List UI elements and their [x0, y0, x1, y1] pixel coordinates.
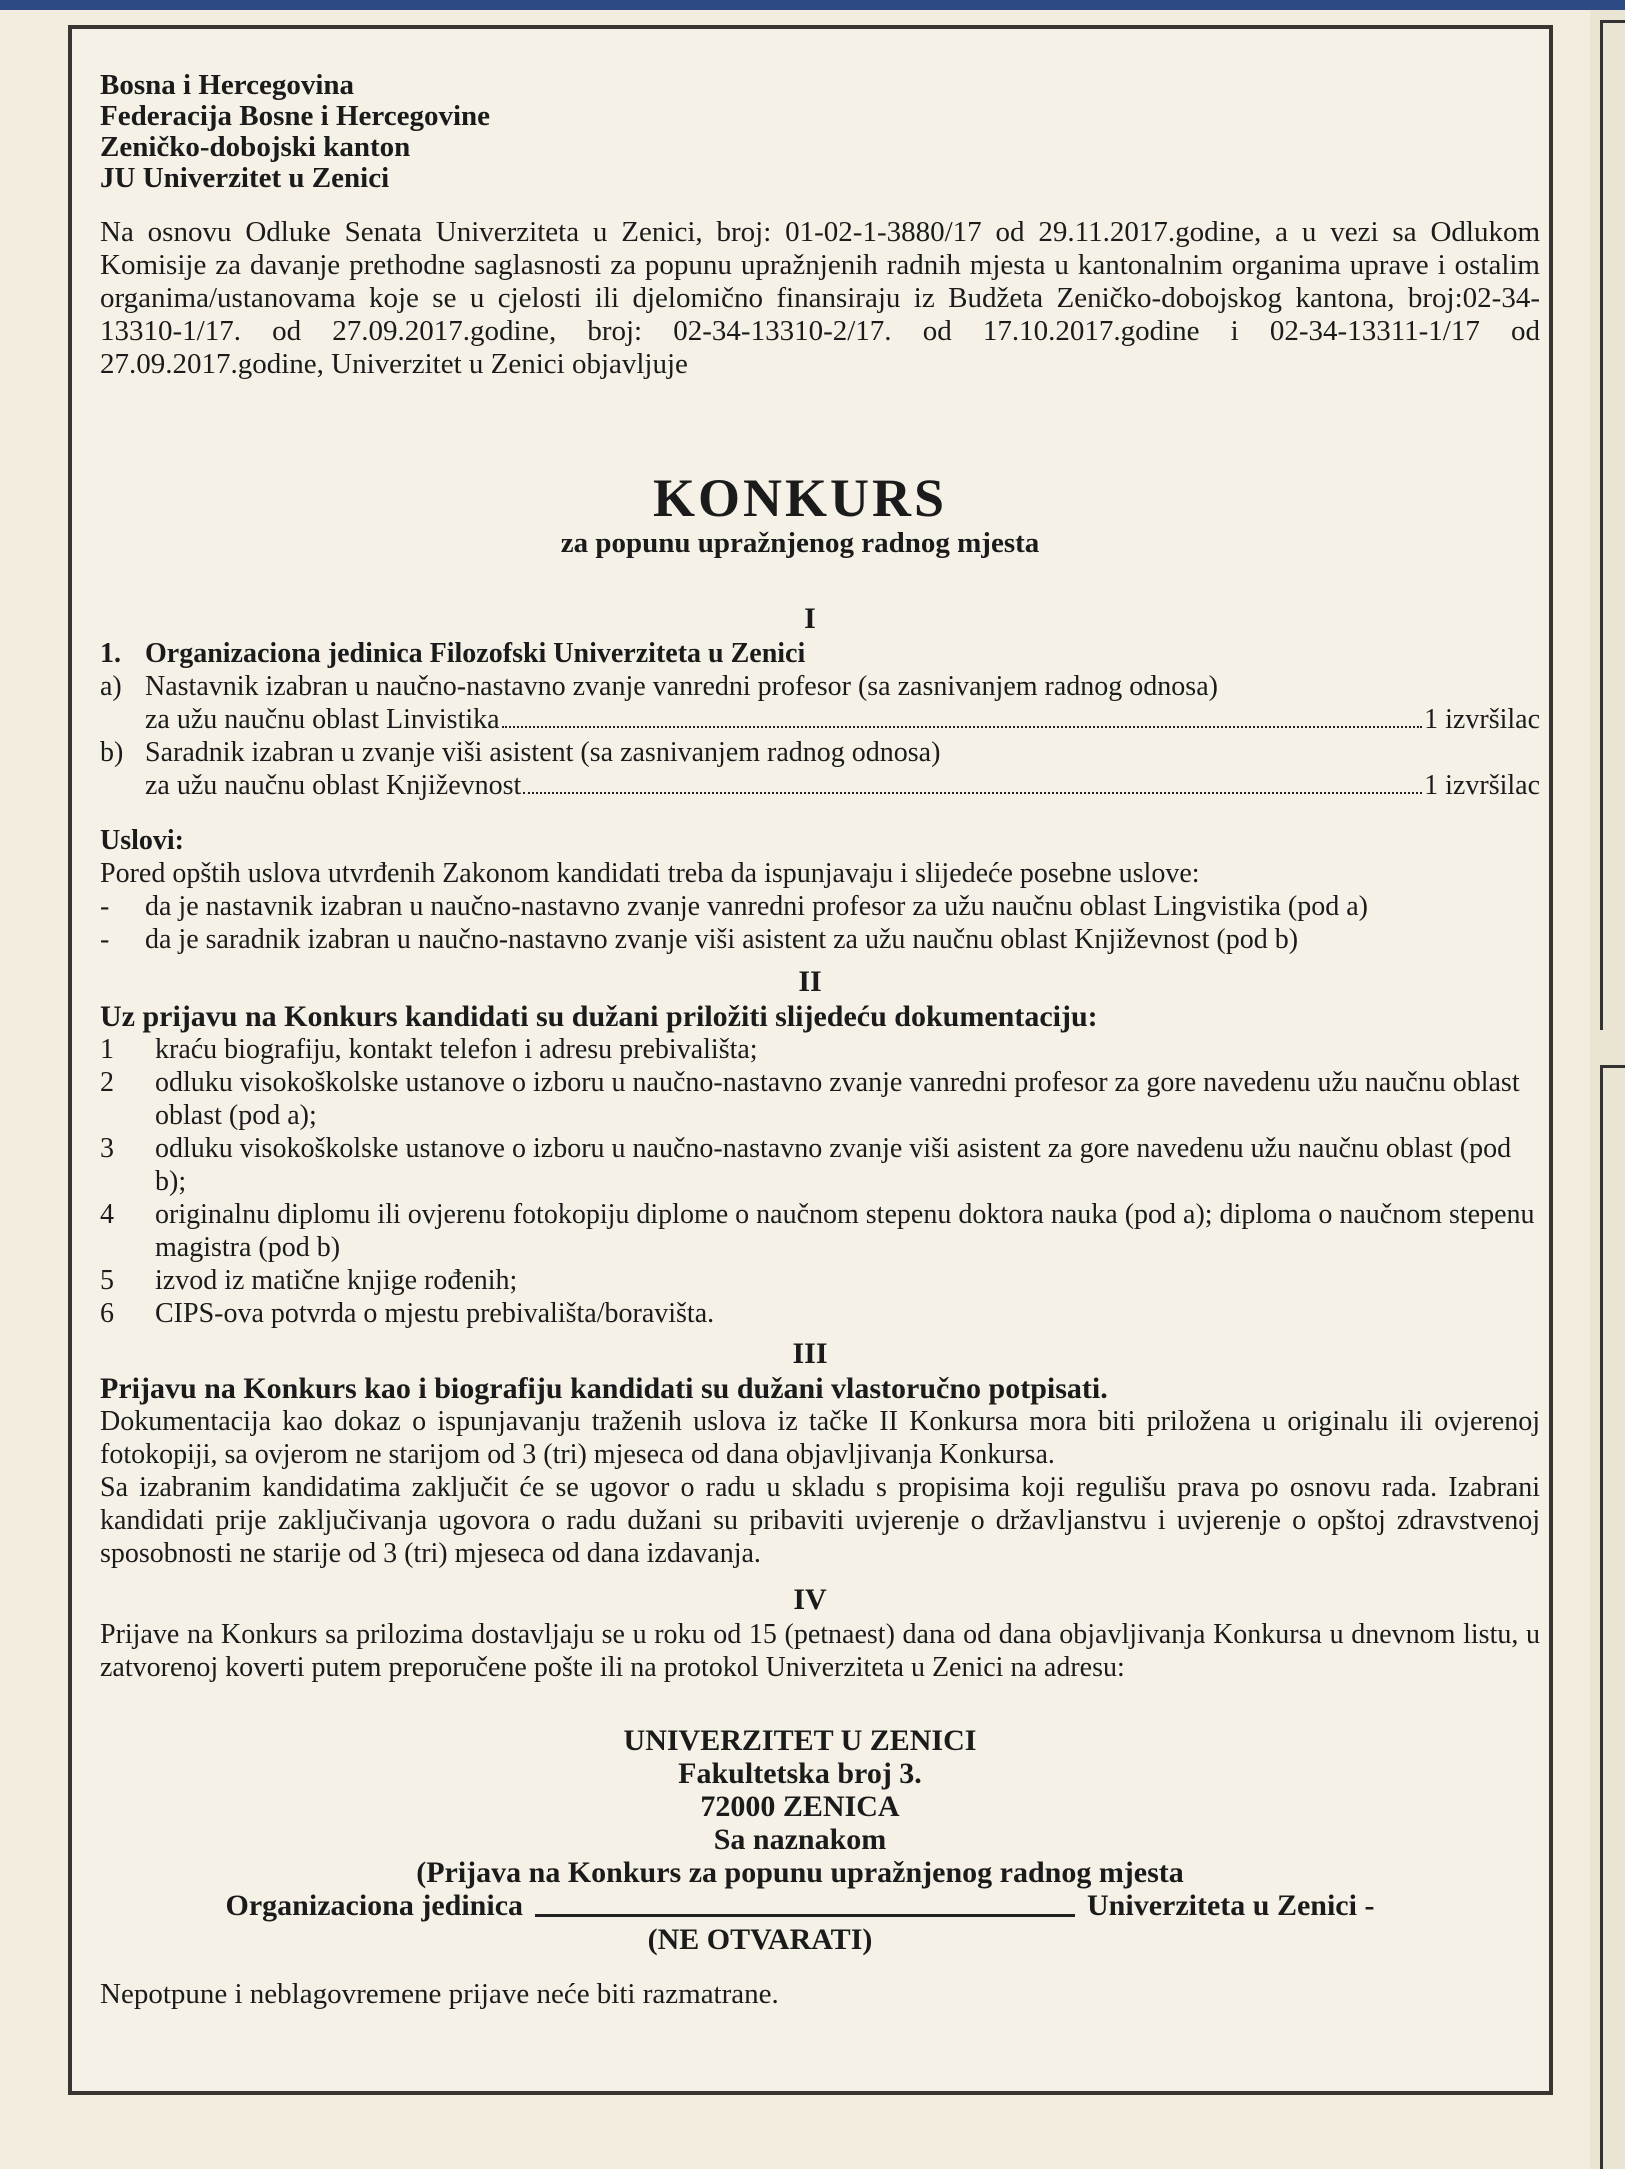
dot-leader: [502, 726, 1423, 728]
section-numeral-ii: II: [798, 965, 822, 998]
contract-paragraph: Sa izabranim kandidatima zaključit će se ugovor o radu u skladu s propisima koji regulišu prava po osnovu rada. Izabrani kandidati prije zaključivanja ugovora o radu dužani su pribaviti uvjerenje o državljanstvu i uvjerenje o opštoj zdravstvenoj sposobnosti ne starije od 3 (tri) mjeseca od dana izdavanja.: [100, 1472, 1540, 1569]
position-field: za užu naučnu oblast Linvistika: [145, 704, 500, 735]
section-numeral-i: I: [804, 602, 816, 635]
position-count: 1 izvršilac: [1424, 704, 1540, 735]
adjacent-ad-frame-top: [1600, 20, 1625, 1030]
position-item: [100, 736, 1540, 802]
position-label: a): [100, 671, 122, 702]
document-number: 6: [100, 1298, 114, 1329]
org-unit-number: 1.: [100, 638, 121, 669]
intro-paragraph: Na osnovu Odluke Senata Univerziteta u Zenici, broj: 01-02-1-3880/17 od 29.11.2017.godine, a u vezi sa Odlukom Komisije za davanje prethodne saglasnosti za popunu upražnjenih radnih mjesta u kantonalnim organima uprave i ostalim organima/ustanovama koje se u cjelosti ili djelomično finansiraju iz Budžeta Zeničko-dobojskog kantona, broj:02-34-13310-1/17. od 27.09.2017.godine, broj: 02-34-13310-2/17. od 17.10.2017.godine i 02-34-13311-1/17 od 27.09.2017.godine, Univerzitet u Zenici objavljuje: [100, 216, 1540, 380]
document-number: 4: [100, 1199, 114, 1230]
section-numeral-iii: III: [792, 1337, 828, 1370]
condition-item: [100, 890, 1540, 923]
position-field: za užu naučnu oblast Književnost: [145, 770, 522, 801]
address-city: 72000 ZENICA: [700, 1790, 900, 1823]
document-text: CIPS-ova potvrda o mjestu prebivališta/boravišta.: [155, 1298, 715, 1329]
position-item: [100, 670, 1540, 736]
notice-title: KONKURS: [652, 468, 948, 528]
issuer-line: Zeničko-dobojski kanton: [100, 131, 411, 163]
bullet-dash: -: [100, 924, 110, 955]
document-text: kraću biografiju, kontakt telefon i adresu prebivališta;: [155, 1034, 758, 1065]
document-number: 3: [100, 1133, 114, 1164]
document-item: [100, 1297, 1540, 1330]
adjacent-ad-frame-bottom: [1600, 1065, 1625, 2169]
document-number: 5: [100, 1265, 114, 1296]
org-unit-fill-label: Organizaciona jedinica: [225, 1889, 524, 1922]
conditions-label: Uslovi:: [100, 825, 184, 856]
fill-in-blank: [535, 1889, 1075, 1917]
issuer-line: Bosna i Hercegovina: [100, 69, 355, 101]
bullet-dash: -: [100, 891, 110, 922]
issuer-line: Federacija Bosne i Hercegovine: [100, 100, 491, 132]
position-description: Nastavnik izabran u naučno-nastavno zvanje vanredni profesor (sa zasnivanjem radnog odnosa): [145, 671, 1218, 702]
dot-leader: [523, 792, 1422, 794]
condition-text: da je saradnik izabran u naučno-nastavno zvanje viši asistent za užu naučnu oblast Književnost (pod b): [145, 924, 1299, 955]
conditions-intro: Pored opštih uslova utvrđenih Zakonom kandidati treba da ispunjavaju i slijedeće posebne uslove:: [100, 858, 1200, 889]
documents-heading: Uz prijavu na Konkurs kandidati su dužani priložiti slijedeću dokumentaciju:: [100, 1000, 1098, 1033]
notice-content: [100, 70, 1540, 2011]
condition-item: [100, 923, 1540, 956]
signature-requirement: Prijavu na Konkurs kao i biografiju kandidati su dužani vlastoručno potpisati.: [100, 1372, 1108, 1405]
document-number: 1: [100, 1034, 114, 1065]
document-text: odluku visokoškolske ustanove o izboru u naučno-nastavno zvanje vanredni profesor za gore navedenu užu naučnu oblast oblast (pod a);: [155, 1067, 1520, 1131]
position-description: Saradnik izabran u zvanje viši asistent (sa zasnivanjem radnog odnosa): [145, 737, 941, 768]
section-numeral-iv: IV: [793, 1583, 827, 1616]
page-top-strip: [0, 0, 1625, 10]
submission-paragraph: Prijave na Konkurs sa prilozima dostavljaju se u roku od 15 (petnaest) dana od dana objavljivanja Konkursa u dnevnom listu, u zatvorenoj koverti putem preporučene pošte ili na protokol Univerziteta u Zenici na adresu:: [100, 1619, 1540, 1683]
document-item: [100, 1033, 1540, 1066]
address-street: Fakultetska broj 3.: [678, 1757, 922, 1790]
org-unit-fill-suffix: Univerziteta u Zenici -: [1087, 1889, 1375, 1922]
do-not-open-note: (NE OTVARATI): [647, 1923, 873, 1956]
incomplete-applications-note: Nepotpune i neblagovremene prijave neće biti razmatrane.: [100, 1978, 779, 2010]
address-marking: Sa naznakom: [713, 1823, 887, 1856]
documentation-paragraph: Dokumentacija kao dokaz o ispunjavanju traženih uslova iz tačke II Konkursa mora biti priložena u originalu ili ovjerenoj fotokopiji, sa ovjerom ne starijom od 3 (tri) mjeseca od dana objavljivanja Konkursa.: [100, 1406, 1540, 1470]
condition-text: da je nastavnik izabran u naučno-nastavno zvanje vanredni profesor za užu naučnu oblast Lingvistika (pod a): [145, 891, 1369, 922]
document-item: [100, 1066, 1540, 1132]
document-text: originalnu diplomu ili ovjerenu fotokopiju diplome o naučnom stepenu doktora nauka (pod a); diploma o naučnom stepenu magistra (pod b): [155, 1199, 1535, 1263]
document-number: 2: [100, 1067, 114, 1098]
document-item: [100, 1264, 1540, 1297]
document-item: [100, 1132, 1540, 1198]
position-label: b): [100, 737, 124, 768]
org-unit-title: Organizaciona jedinica Filozofski Univerziteta u Zenici: [145, 638, 806, 669]
issuer-block: [100, 70, 1540, 194]
position-count: 1 izvršilac: [1424, 770, 1540, 801]
document-text: odluku visokoškolske ustanove o izboru u naučno-nastavno zvanje viši asistent za gore navedenu užu naučnu oblast (pod b);: [155, 1133, 1512, 1197]
address-university: UNIVERZITET U ZENICI: [623, 1724, 977, 1757]
issuer-line: JU Univerzitet u Zenici: [100, 162, 390, 194]
document-text: izvod iz matične knjige rođenih;: [155, 1265, 518, 1296]
document-item: [100, 1198, 1540, 1264]
org-unit-fill-line: [60, 1889, 1540, 1923]
notice-subtitle: za popunu upražnjenog radnog mjesta: [560, 527, 1040, 559]
address-envelope-note: (Prijava na Konkurs za popunu upražnjenog radnog mjesta: [416, 1856, 1184, 1889]
org-unit-heading: [100, 637, 1540, 670]
